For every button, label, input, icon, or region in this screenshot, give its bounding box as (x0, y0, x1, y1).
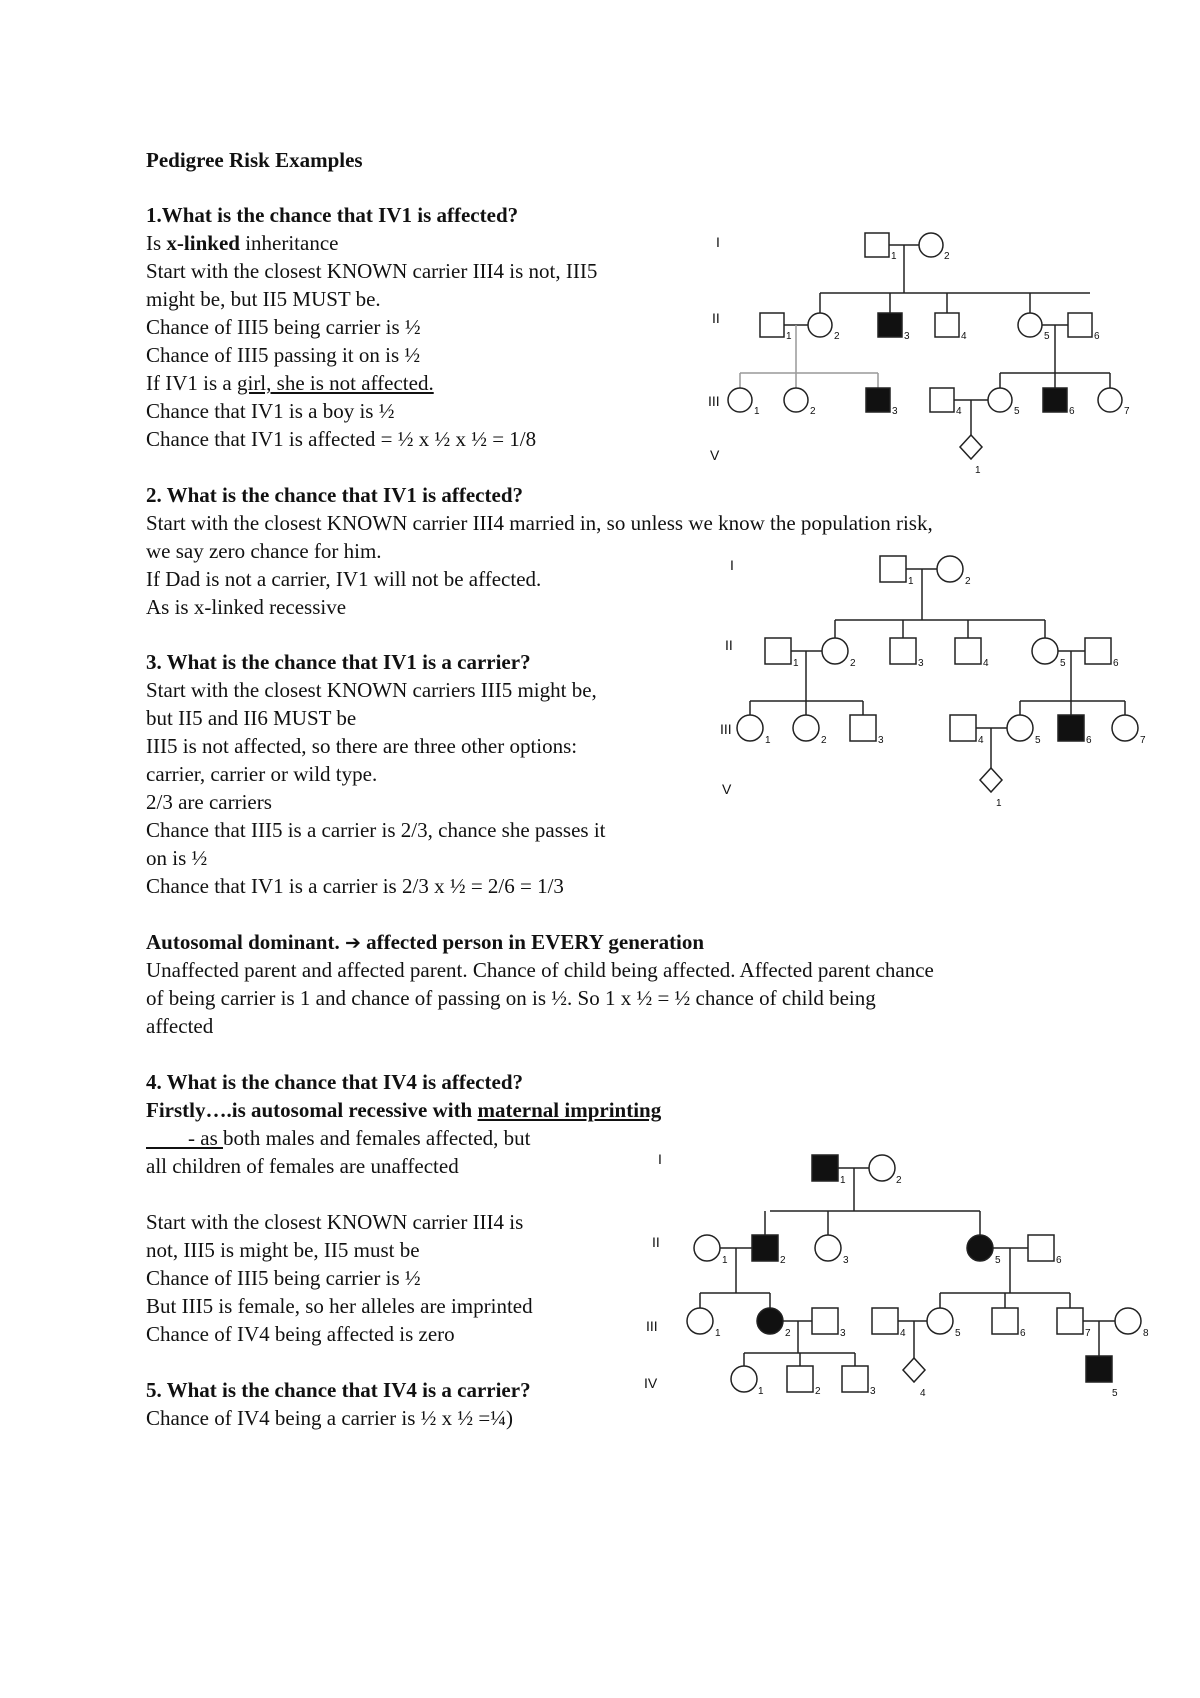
svg-text:1: 1 (715, 1328, 721, 1339)
svg-text:2: 2 (896, 1175, 902, 1186)
svg-text:3: 3 (843, 1255, 849, 1266)
document-title: Pedigree Risk Examples (146, 148, 363, 172)
svg-text:2: 2 (815, 1386, 821, 1397)
q1-line-8: Chance that IV1 is affected = ½ x ½ x ½ = 1/8 (146, 427, 537, 451)
svg-text:2: 2 (780, 1255, 786, 1266)
svg-text:8: 8 (1143, 1328, 1149, 1339)
q1-line-5: Chance of III5 passing it on is ½ (146, 343, 421, 367)
svg-text:5: 5 (1112, 1388, 1118, 1399)
q3-line-5: 2/3 are carriers (146, 790, 272, 814)
svg-text:V: V (722, 781, 732, 797)
svg-text:4: 4 (961, 331, 967, 342)
q3-line-6: Chance that III5 is a carrier is 2/3, chance she passes it (146, 818, 606, 842)
svg-text:2: 2 (965, 576, 971, 587)
svg-text:6: 6 (1069, 406, 1075, 417)
q1-line-1: Is x-linked inheritance (146, 231, 339, 255)
pedigree-3 (640, 1148, 1160, 1428)
q3-line-7: on is ½ (146, 846, 208, 870)
q1-line-6: If IV1 is a girl, she is not affected. (146, 371, 434, 395)
ad-line-2: of being carrier is 1 and chance of passing on is ½. So 1 x ½ = ½ chance of child being (146, 986, 876, 1010)
q4-line-5: Chance of III5 being carrier is ½ (146, 1266, 421, 1290)
svg-text:3: 3 (892, 406, 898, 417)
svg-text:4: 4 (983, 658, 989, 669)
q1-line-4: Chance of III5 being carrier is ½ (146, 315, 421, 339)
svg-text:5: 5 (995, 1255, 1001, 1266)
q4-line-4: not, III5 is might be, II5 must be (146, 1238, 420, 1262)
q1-line-7: Chance that IV1 is a boy is ½ (146, 399, 395, 423)
svg-text:2: 2 (785, 1328, 791, 1339)
q1-heading: 1.What is the chance that IV1 is affected? (146, 203, 519, 227)
arrow-right-icon: ➔ (344, 932, 361, 954)
q3-line-2: but II5 and II6 MUST be (146, 706, 357, 730)
svg-text:III: III (646, 1318, 658, 1334)
svg-text:1: 1 (786, 331, 792, 342)
svg-text:1: 1 (765, 735, 771, 746)
svg-text:II: II (712, 310, 720, 326)
svg-text:I: I (716, 234, 720, 250)
q2-line-3: If Dad is not a carrier, IV1 will not be affected. (146, 567, 542, 591)
svg-text:I: I (658, 1151, 662, 1167)
svg-text:3: 3 (870, 1386, 876, 1397)
svg-text:6: 6 (1056, 1255, 1062, 1266)
svg-text:II: II (652, 1234, 660, 1250)
svg-text:7: 7 (1124, 406, 1130, 417)
pedigree-1 (700, 225, 1160, 485)
svg-text:1: 1 (754, 406, 760, 417)
svg-text:V: V (710, 447, 720, 463)
svg-text:5: 5 (1060, 658, 1066, 669)
q4-line-3: Start with the closest KNOWN carrier III4 is (146, 1210, 524, 1234)
svg-text:6: 6 (1113, 658, 1119, 669)
svg-text:III: III (720, 721, 732, 737)
svg-text:6: 6 (1086, 735, 1092, 746)
q4-line-7: Chance of IV4 being affected is zero (146, 1322, 455, 1346)
svg-text:4: 4 (900, 1328, 906, 1339)
svg-text:5: 5 (1044, 331, 1050, 342)
q2-heading: 2. What is the chance that IV1 is affected? (146, 483, 523, 507)
q4-line-1: - as both males and females affected, but (146, 1126, 531, 1150)
svg-text:1: 1 (891, 251, 897, 262)
svg-text:6: 6 (1094, 331, 1100, 342)
q4-firstly: Firstly….is autosomal recessive with maternal imprinting (146, 1098, 662, 1122)
svg-text:4: 4 (956, 406, 962, 417)
svg-text:5: 5 (1035, 735, 1041, 746)
svg-text:1: 1 (840, 1175, 846, 1186)
svg-text:1: 1 (793, 658, 799, 669)
svg-text:III: III (708, 393, 720, 409)
q4-line-6: But III5 is female, so her alleles are imprinted (146, 1294, 533, 1318)
ad-heading: Autosomal dominant. ➔ affected person in EVERY generation (146, 930, 705, 954)
q4-heading: 4. What is the chance that IV4 is affected? (146, 1070, 523, 1094)
q1-line-2: Start with the closest KNOWN carrier III4 is not, III5 (146, 259, 598, 283)
svg-text:4: 4 (920, 1388, 926, 1399)
svg-text:5: 5 (1014, 406, 1020, 417)
pedigree-2 (720, 548, 1170, 818)
svg-text:1: 1 (996, 798, 1002, 809)
svg-text:2: 2 (850, 658, 856, 669)
q1-line-3: might be, but II5 MUST be. (146, 287, 381, 311)
q2-line-4: As is x-linked recessive (146, 595, 347, 619)
svg-text:2: 2 (944, 251, 950, 262)
q2-line-2: we say zero chance for him. (146, 539, 382, 563)
svg-text:3: 3 (878, 735, 884, 746)
svg-text:4: 4 (978, 735, 984, 746)
q4-line-2: all children of females are unaffected (146, 1154, 459, 1178)
q3-line-1: Start with the closest KNOWN carriers III5 might be, (146, 678, 597, 702)
svg-text:7: 7 (1140, 735, 1146, 746)
svg-text:3: 3 (918, 658, 924, 669)
ad-line-3: affected (146, 1014, 214, 1038)
q5-heading: 5. What is the chance that IV4 is a carrier? (146, 1378, 531, 1402)
svg-text:2: 2 (834, 331, 840, 342)
svg-text:1: 1 (722, 1255, 728, 1266)
svg-text:2: 2 (821, 735, 827, 746)
svg-text:IV: IV (644, 1375, 658, 1391)
svg-text:7: 7 (1085, 1328, 1091, 1339)
q3-line-3: III5 is not affected, so there are three other options: (146, 734, 578, 758)
q5-line: Chance of IV4 being a carrier is ½ x ½ =¼) (146, 1406, 513, 1430)
q2-line-1: Start with the closest KNOWN carrier III4 married in, so unless we know the population risk, (146, 511, 933, 535)
svg-text:I: I (730, 557, 734, 573)
svg-text:6: 6 (1020, 1328, 1026, 1339)
q3-heading: 3. What is the chance that IV1 is a carrier? (146, 650, 531, 674)
svg-text:II: II (725, 637, 733, 653)
svg-text:1: 1 (975, 465, 981, 476)
svg-text:3: 3 (904, 331, 910, 342)
svg-text:5: 5 (955, 1328, 961, 1339)
ad-line-1: Unaffected parent and affected parent. Chance of child being affected. Affected parent chance (146, 958, 934, 982)
q3-line-8: Chance that IV1 is a carrier is 2/3 x ½ = 2/6 = 1/3 (146, 874, 564, 898)
svg-text:1: 1 (908, 576, 914, 587)
svg-text:3: 3 (840, 1328, 846, 1339)
svg-text:1: 1 (758, 1386, 764, 1397)
svg-text:2: 2 (810, 406, 816, 417)
q3-line-4: carrier, carrier or wild type. (146, 762, 378, 786)
